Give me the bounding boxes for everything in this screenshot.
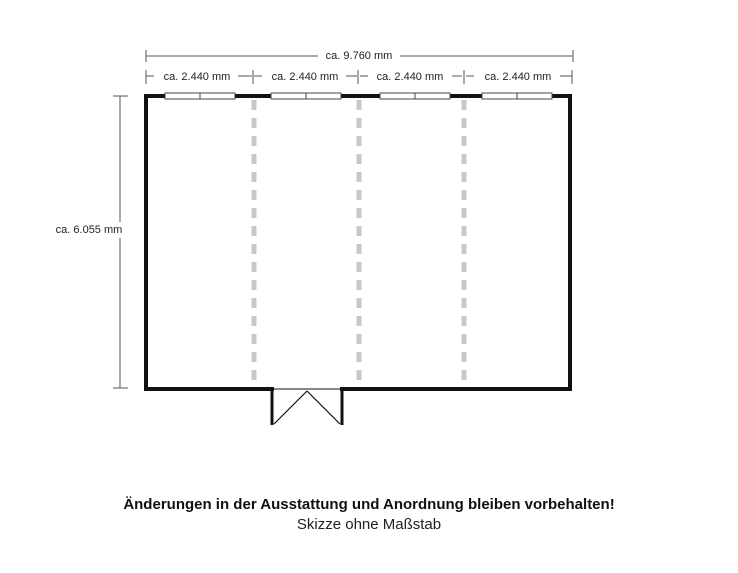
- module-4-width-label: ca. 2.440 mm: [484, 71, 552, 83]
- window-1: [165, 93, 235, 99]
- module-3-width-label: ca. 2.440 mm: [376, 71, 444, 83]
- module-1-width-label: ca. 2.440 mm: [163, 71, 231, 83]
- window-2: [271, 93, 341, 99]
- scale-note: Skizze ohne Maßstab: [296, 516, 442, 533]
- disclaimer-text: Änderungen in der Ausstattung und Anordnung bleiben vorbehalten!: [123, 496, 615, 513]
- depth-label: ca. 6.055 mm: [55, 224, 123, 236]
- module-2-width-label: ca. 2.440 mm: [271, 71, 339, 83]
- window-3: [380, 93, 450, 99]
- module-joints: [254, 100, 464, 388]
- double-door: [272, 386, 342, 425]
- window-4: [482, 93, 552, 99]
- depth-dimension: [113, 96, 128, 388]
- total-width-label: ca. 9.760 mm: [325, 50, 393, 62]
